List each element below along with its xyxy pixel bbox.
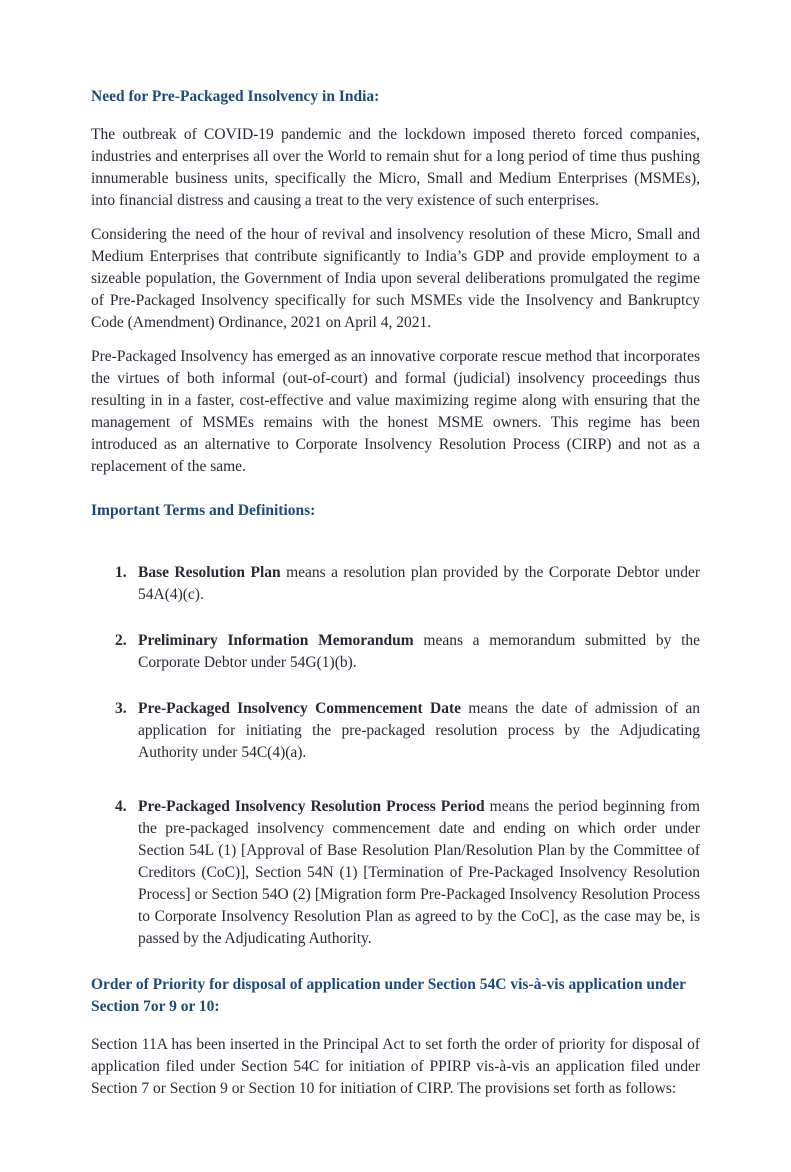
terms-definitions-list — [91, 562, 700, 950]
list-item-preliminary-information-memorandum — [115, 630, 700, 674]
term-definition: means the date of admission of an application for initiating the pre-packaged resolution process by the Adjudicating Authority under 54C(4)(a). — [138, 700, 700, 761]
heading-need-for-prepack: Need for Pre-Packaged Insolvency in India: — [91, 88, 380, 105]
list-item-number: 4. — [115, 798, 127, 815]
list-item-text — [138, 562, 700, 606]
paragraph-section-11a: Section 11A has been inserted in the Principal Act to set forth the order of priority for disposal of application filed under Section 54C for initiation of PPIRP vis-à-vis an application filed under Section 7 or Section 9 or Section 10 for initiation of CIRP. The provisions set forth as follows: — [91, 1036, 700, 1097]
list-item-base-resolution-plan — [115, 562, 700, 606]
paragraph-emerged-rescue-method: Pre-Packaged Insolvency has emerged as an innovative corporate rescue method that incorporates the virtues of both informal (out-of-court) and formal (judicial) insolvency proceedings thus resulting in in a faster, cost-effective and value maximizing regime along with ensuring that the management of MSMEs remains with the honest MSME owners. This regime has been introduced as an alternative to Corporate Insolvency Resolution Process (CIRP) and not as a replacement of the same. — [91, 348, 700, 475]
heading-important-terms: Important Terms and Definitions: — [91, 502, 316, 519]
list-item-text — [138, 698, 700, 764]
list-item-number: 3. — [115, 700, 127, 717]
list-item-text — [138, 796, 700, 950]
heading-order-of-priority: Order of Priority for disposal of application under Section 54C vis-à-vis application under Section 7or 9 or 10: — [91, 976, 686, 1015]
list-item-number: 2. — [115, 632, 127, 649]
list-item-resolution-process-period — [115, 796, 700, 950]
term-definition: means a memorandum submitted by the Corporate Debtor under 54G(1)(b). — [138, 632, 700, 671]
paragraph-considering-need: Considering the need of the hour of revival and insolvency resolution of these Micro, Small and Medium Enterprises that contribute significantly to India’s GDP and provide employment to a sizeable population, the Government of India upon several deliberations promulgated the regime of Pre-Packaged Insolvency specifically for such MSMEs vide the Insolvency and Bankruptcy Code (Amendment) Ordinance, 2021 on April 4, 2021. — [91, 226, 700, 331]
list-item-commencement-date — [115, 698, 700, 764]
paragraph-covid-outbreak: The outbreak of COVID-19 pandemic and the lockdown imposed thereto forced companies, industries and enterprises all over the World to remain shut for a long period of time thus pushing innumerable business units, specifically the Micro, Small and Medium Enterprises (MSMEs), into financial distress and causing a treat to the very existence of such enterprises. — [91, 126, 700, 209]
term-name: Preliminary Information Memorandum — [138, 632, 414, 649]
list-item-text — [138, 630, 700, 674]
term-name: Base Resolution Plan — [138, 564, 281, 581]
term-definition: means a resolution plan provided by the Corporate Debtor under 54A(4)(c). — [138, 564, 701, 603]
term-name: Pre-Packaged Insolvency Commencement Date — [138, 700, 462, 717]
term-name: Pre-Packaged Insolvency Resolution Process Period — [138, 798, 485, 815]
term-definition: means the period beginning from the pre-packaged insolvency commencement date and ending on which order under Section 54L (1) [Approval of Base Resolution Plan/Resolution Plan by the Committee of Creditors (CoC)], Section 54N (1) [Termination of Pre-Packaged Insolvency Resolution Process] or Section 54O (2) [Migration form Pre-Packaged Insolvency Resolution Process to Corporate Insolvency Resolution Plan as agreed to by the CoC], as the case may be, is passed by the Adjudicating Authority. — [138, 798, 700, 947]
list-item-number: 1. — [115, 564, 127, 581]
